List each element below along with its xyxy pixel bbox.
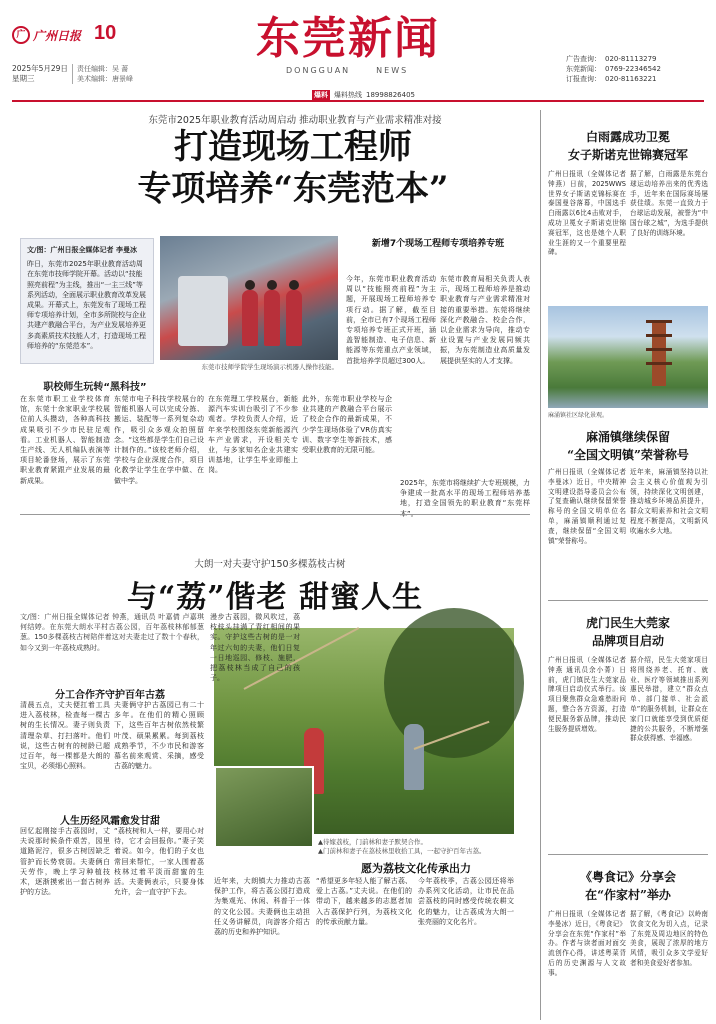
brief1-column: 据了解，白雨露是东莞台球运动培养出来的优秀选手，近年来在国际赛场屡获佳绩。东莞一直致力于台球运动发展，被誉为“中国台球之城”，为选手提供了良好的训练环境。 [630, 170, 708, 237]
photo-caption: ▲待嫁荔枝，门前林和妻子默契合作。 [318, 838, 427, 846]
section-en-left: DONGGUAN [286, 66, 351, 75]
ad-line [566, 54, 712, 64]
headline-line-2: 品牌项目启动 [591, 634, 664, 648]
story2-column: 夫妻俩守护古荔园已有二十多年。在他们的精心照顾下，这些百年古树依然枝繁叶茂、硕果累累。每到荔枝成熟季节，不少市民和游客慕名前来观赏、采摘，感受古荔的魅力。 [114, 701, 204, 771]
date-block [12, 64, 68, 84]
story2-headline: 与“荔”偕老 甜蜜人生 [127, 580, 423, 615]
story1-column: 东莞市教育局相关负责人表示，现场工程师培养是推动职业教育与产业需求精准对接的重要举措。东莞将继续深化产教融合、校企合作，以企业需求为导向，推动专业设置与产业发展同频共振，为东莞制造业高质量发展提供坚实的人才支撑。 [440, 275, 530, 365]
pagoda-roof [646, 348, 672, 351]
story1-subheading: 职校师生玩转“黑科技” [43, 382, 147, 393]
story1-kicker: 东莞市2025年职业教育活动周启动 推动职业教育与产业需求精准对接 [148, 115, 442, 126]
story1-column: 2025年，东莞市将继续扩大专班规模，力争建成一批高水平的现场工程师培养基地，打造全国领先的职业教育“东莞样 [400, 479, 530, 508]
page-number: 10 [94, 22, 117, 44]
student-figure [286, 290, 302, 346]
brief2-column: 广州日报讯（全媒体记者李曼冰）近日，中央精神文明建设指导委员会公布了复查确认继续保留荣誉称号的全国文明单位名单，麻涌镇顺利通过复查，继续保留“全国文明镇”荣誉称号。 [548, 468, 626, 545]
pagoda-roof [646, 320, 672, 323]
brief3-column: 据介绍，民生大莞家项目将围绕养老、托育、就业、医疗等领域推出系列惠民举措，建立“群众点单、部门接单、社会派单”的服务机制，让群众在家门口就能享受到优质便捷的公共服务，不断增强群众获得感、幸福感。 [630, 656, 708, 743]
brief1-headline [548, 128, 708, 164]
editor-name: 责任编辑：吴 蔷 [77, 65, 129, 73]
pagoda-roof [646, 334, 672, 337]
headline-line-1: 打造现场工程师 [174, 127, 412, 167]
brief-divider [548, 600, 708, 601]
brief4-column: 据了解，《粤食记》以岭南饮食文化为切入点，记录了东莞及周边地区的特色美食，展现了浓厚的地方风情，吸引众多文学爱好者和美食爱好者参加。 [630, 910, 708, 967]
contact-label: 东莞新闻： [566, 65, 601, 73]
ad-line [566, 74, 712, 84]
brief1-column: 广州日报讯（全媒体记者钟燕）日前，2025WWS世界女子斯诺克锦标赛在泰国曼谷落幕，中国选手白雨露以6比4击败对手，成功卫冕女子斯诺克世锦赛冠军，这也是她个人职业生涯的又一个重要里程碑。 [548, 170, 626, 257]
contact-label: 订报查询： [566, 75, 601, 83]
headline-line-2: “全国文明镇”荣誉称号 [567, 448, 689, 462]
brief4-column: 广州日报讯（全媒体记者李曼冰）近日，《粤食记》分享会在东莞“作家村”举办。作者与读者面对面交流创作心得，讲述粤菜背后的历史渊源与人文故事。 [548, 910, 626, 977]
pagoda-image [652, 320, 666, 386]
section-title: 东莞新闻 [256, 13, 440, 64]
story1-byline: 文/图：广州日报全媒体记者 李曼冰 [27, 246, 137, 254]
story1-lead: 昨日，东莞市2025年职业教育活动周在东莞市技师学院开幕。活动以“技能照亮前程”为主线，推出“一主三线”等系列活动，全面展示职业教育改革发展成果。开幕式上，东莞发布了现场工程师专项培养计划，全市多所院校与企业共建产教融合平台，为产业发展培养更多高素质技术技能人才，打造现场工程师培养的“东莞范本”。 [27, 260, 146, 350]
hotline-number: 18998826405 [366, 91, 415, 99]
story1-lead-box [20, 238, 154, 364]
pagoda-roof [646, 362, 672, 365]
student-figure [264, 290, 280, 346]
editor-credits [72, 64, 133, 84]
news-hotline [312, 90, 415, 100]
story1-column: 在东莞理工学校展台，新能源汽车实训台吸引了不少参观者。学校负责人介绍，近年来学校围绕东莞新能源汽车产业需求，开设相关专业，与多家知名企业共建实训基地，让学生毕业即能上岗。 [208, 395, 298, 475]
story2-column: “希望更多年轻人能了解古荔、爱上古荔。”丈夫说。在他们的带动下，越来越多的志愿者加入古荔保护行列，为荔枝文化的传承贡献力量。 [316, 877, 412, 926]
hotline-label: 爆料热线 [334, 91, 362, 99]
brief-divider [548, 854, 708, 855]
designer-name: 美术编辑：唐景峰 [77, 75, 133, 83]
wife-figure [404, 724, 424, 790]
contact-number: 020-81163221 [605, 75, 657, 83]
masthead-divider [12, 100, 704, 102]
story-divider [20, 514, 530, 515]
brief2-column: 近年来，麻涌镇坚持以社会主义核心价值观为引领，持续深化文明创建，推动城乡环境品质提升，群众文明素养和社会文明程度不断提高，文明新风吹遍水乡大地。 [630, 468, 708, 535]
story2-subheading: 人生历经风霜愈发甘甜 [60, 816, 160, 827]
story2-subheading: 愿为荔枝文化传承出力 [361, 862, 471, 875]
brief3-column: 广州日报讯（全媒体记者钟燕 通讯员余小菁）日前，虎门镇民生大莞家品牌项目启动仪式举行。该项目聚焦群众急难愁盼问题，整合各方资源，打造便民服务新品牌，推动民生服务提质增效。 [548, 656, 626, 733]
brief4-headline [548, 868, 708, 904]
story2-kicker: 大朗一对夫妻守护150多棵荔枝古树 [194, 559, 346, 570]
headline-line-1: 白雨露成功卫冕 [585, 130, 670, 144]
column-divider [540, 110, 541, 1020]
story1-section-heading: 新增7个现场工程师专项培养专班 [371, 239, 505, 249]
masthead [0, 0, 716, 98]
student-figure [242, 290, 258, 346]
contact-label: 广告查询： [566, 55, 601, 63]
issue-weekday: 星期三 [12, 74, 35, 83]
story2-column: 漫步古荔园，微风吹过，荔枝枝头挂满了青红相间的果实。守护这些古树的是一对年过六旬的夫妻，他们日复一日地巡园、修枝、施肥，把荔枝林当成了自己的孩子。 [210, 613, 300, 683]
brief2-photo-caption: 麻涌镇社区绿化景观。 [548, 412, 609, 419]
story1-photo-caption: 东莞市技师学院学生现场演示机器人操作技能。 [201, 363, 338, 371]
story1-photo [160, 236, 338, 360]
story2-column: 近年来，大朗镇大力推动古荔保护工作，将古荔公园打造成为集观光、休闲、科普于一体的文化公园。夫妻俩也主动担任义务讲解员，向游客介绍古荔的历史和养护知识。 [214, 877, 310, 937]
story2-inset-photo [214, 766, 314, 848]
hotline-badge: 爆料 [314, 91, 328, 99]
headline-line-1: 《粤食记》分享会 [579, 870, 676, 884]
student-head [289, 280, 299, 290]
issue-date: 2025年5月29日 [12, 64, 68, 73]
paper-name: 广州日报 [33, 28, 82, 43]
brief2-photo [548, 306, 708, 408]
story1-column: 此外，东莞市职业学校与企业共建的产教融合平台展示了校企合作的最新成果，不少学生现场体验了VR仿真实训、数字孪生等新技术，感受职业教育的无限可能。 [302, 395, 392, 455]
story1-column: 在东莞市职工业学校体育馆，东莞十余家职业学校展位前人头攒动，各种高科技成果吸引不少市民驻足观看。工业机器人、智能制造生产线、无人机编队表演等项目轮番登场，展示了东莞职业教育紧跟产业发展的最新成果。 [20, 395, 110, 485]
story2-column: 今年荔枝季，古荔公园还将举办系列文化活动，让市民在品尝荔枝的同时感受传统农耕文化的魅力，让古荔成为大朗一张亮丽的文化名片。 [418, 877, 514, 926]
headline-line-2: 女子斯诺克世锦赛冠军 [567, 148, 688, 162]
story2-column: 清晨五点，丈夫便扛着工具进入荔枝林，检查每一棵古树的生长情况。妻子则负责清理杂草、打扫落叶。他们说，这些古树有的树龄已超过百年，每一棵都是大朗的宝贝，必须细心照料。 [20, 701, 110, 771]
contact-number: 0769-22346542 [605, 65, 661, 73]
brief3-headline [548, 614, 708, 650]
story2-column: “荔枝树和人一样，要用心对待，它才会回报你。”妻子笑着说。如今，他们的子女也常回来帮忙，一家人围着荔枝林过着平淡而甜蜜的生活。夫妻俩表示，只要身体允许，会一直守护下去。 [114, 827, 204, 897]
logo-seal-icon: 广 [12, 26, 30, 44]
contact-info [566, 54, 712, 84]
ad-line [566, 64, 712, 74]
contact-number: 020-81113279 [605, 55, 657, 63]
section-english [286, 66, 408, 75]
story2-subheading: 分工合作齐守护百年古荔 [55, 690, 165, 701]
brief2-headline [548, 428, 708, 464]
robot-arm-image [178, 276, 228, 346]
headline-line-2: 在“作家村”举办 [585, 888, 671, 902]
story1-headline [78, 126, 508, 210]
headline-line-1: 麻涌镇继续保留 [585, 430, 670, 444]
headline-line-1: 虎门民生大莞家 [585, 616, 670, 630]
photo-caption: ▲门前林和妻子在荔枝林里收拾工具，一起守护百年古荔。 [318, 847, 486, 855]
story1-column: 东莞市电子科技学校展台的智能机器人可以完成分拣、搬运、装配等一系列复杂动作，吸引众多观众拍照留念。“这些都是学生们自己设计制作的。”该校老师介绍，学校与企业深度合作，项目化教学让学生在学中做、在做中学。 [114, 395, 204, 485]
student-head [245, 280, 255, 290]
story2-lead: 文/图：广州日报全媒体记者 钟燕，通讯员 叶嘉倩 卢嘉琪 何结婷。在东莞大朗水平村古荔公园，百年荔枝林郁郁葱葱。150多棵荔枝古树陪伴着这对夫妻走过了数十个春秋，如今又到一年荔枝成熟时。 [20, 613, 204, 652]
headline-line-2: 专项培养“东莞范本” [137, 169, 449, 209]
story2-column: 回忆起刚接手古荔园时，丈夫说那时候条件艰苦，园里道路泥泞，很多古树因缺乏管护而长势衰弱。夫妻俩白天劳作，晚上学习种植技术，逐渐摸索出一套古树养护的方法。 [20, 827, 110, 897]
story1-column: 今年，东莞市职业教育活动周以“技能照亮前程”为主题，开展现场工程师培养专项行动。据了解，截至目前，全市已有7个现场工程师专项培养专班正式开班，涵盖智能制造、电子信息、新能源等东莞重点产业领域，首批培养学员超过300人。 [346, 275, 436, 365]
student-head [267, 280, 277, 290]
story2-photo-captions [318, 838, 518, 856]
section-en-right: NEWS [376, 66, 409, 75]
